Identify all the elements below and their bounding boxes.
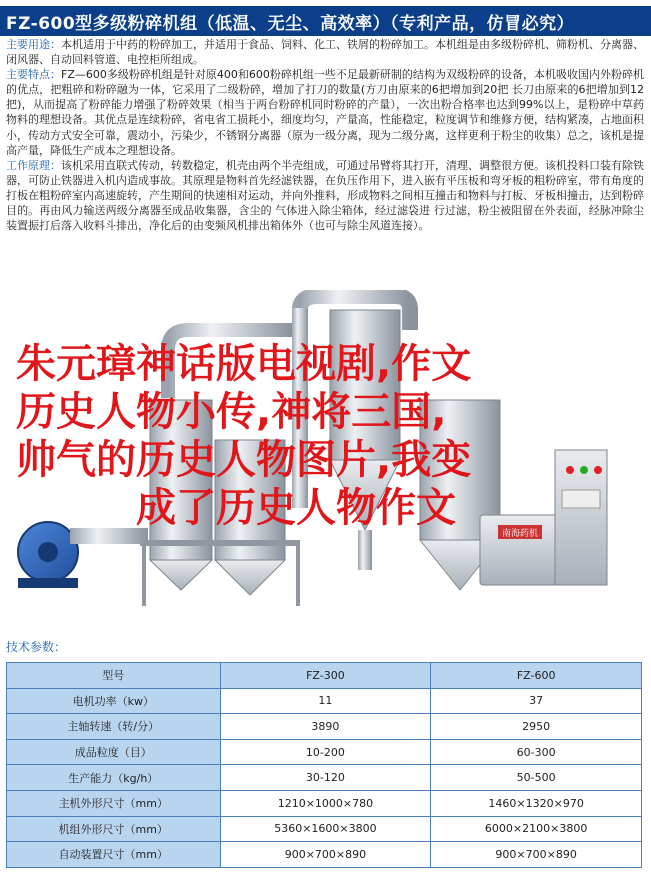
row-label: 主机外形尺寸（mm） <box>7 790 221 816</box>
overlay-title-line-3: 帅气的历史人物图片,我变 <box>16 437 472 483</box>
cell-fz600: 50-500 <box>431 765 642 791</box>
table-row <box>7 816 642 842</box>
spec-header-model: 型号 <box>7 663 221 689</box>
table-row <box>7 842 642 868</box>
overlay-title-line-4: 成了历史人物作文 <box>136 485 456 531</box>
row-label: 机组外形尺寸（mm） <box>7 816 221 842</box>
table-row <box>7 714 642 740</box>
product-title: FZ-600型多级粉碎机组（低温、无尘、高效率）（专利产品，仿冒必究） <box>6 14 575 34</box>
cell-fz600: 6000×2100×3800 <box>431 816 642 842</box>
cell-fz300: 30-120 <box>220 765 431 791</box>
features-paragraph <box>6 67 644 158</box>
header-bar <box>0 6 651 36</box>
cell-fz300: 3890 <box>220 714 431 740</box>
principle-paragraph <box>6 158 644 233</box>
cell-fz300: 10-200 <box>220 739 431 765</box>
table-row <box>7 765 642 791</box>
spec-header-row <box>7 663 642 689</box>
overlay-title-line-1: 朱元璋神话版电视剧,作文 <box>16 341 472 387</box>
usage-paragraph <box>6 37 644 67</box>
principle-label: 工作原理： <box>6 158 61 172</box>
overlay-title-line-2: 历史人物小传,神将三国, <box>16 389 447 435</box>
cell-fz600: 60-300 <box>431 739 642 765</box>
table-row <box>7 688 642 714</box>
row-label: 主轴转速（转/分） <box>7 714 221 740</box>
features-text: FZ—600多级粉碎机组是针对原400和600粉碎机组一些不足最新研制的结构为双级粉碎的设备，本机吸收国内外粉碎机的优点，把粗碎和粉碎融为一体，它采用了二级粉碎，增加了打刀的数量(方刀由原来的6把增加到20把 长刀由原来的6把增加到12把)，从而提高了粉碎能力增强了粉碎效果（相当于两台粉碎机同时粉碎的产量），一次出粉合格率也达到99%以上，是粉碎中草药物料的理想设备。其优点是连续粉碎，省电省工损耗小，细度均匀，产量高，性能稳定，粒度调节和维修方便，结构紧凑，占地面积小，传动方式安全可靠，震动小，污染少，不锈钢分离器（原为一级分离，现为二级分离，这样更利于粉尘的收集）总之，该机是提高产量，降低生产成本之理想设备。 <box>6 68 644 157</box>
spec-table <box>6 662 642 868</box>
row-label: 成品粒度（目） <box>7 739 221 765</box>
cell-fz600: 1460×1320×970 <box>431 790 642 816</box>
cell-fz300: 1210×1000×780 <box>220 790 431 816</box>
row-label: 电机功率（kw） <box>7 688 221 714</box>
spec-header-fz600: FZ-600 <box>431 663 642 689</box>
table-row <box>7 790 642 816</box>
principle-text: 该机采用直联式传动，转数稳定，机壳由两个半壳组成，可通过吊臂将其打开，清理、调整很方便。该机投料口装有除铁器，可防止铁器进入机内造成事故。其原理是物料首先经滤铁器，在负压作用下，进入嵌有平压板和弯牙板的粗粉碎室，带有角度的打板在粗粉碎室内高速旋转，产生期间的快速相对运动，并向外推料，形成物料之间相互撞击和物料与打板、牙板相撞击，达到粉碎目的。再由风力输送两级分离器至成品收集器，含尘的 气体进入除尘箱体，经过滤袋进 行过滤，粉尘被阻留在外表面，经脉冲除尘装置振打后落入收料斗排出，净化后的由变频风机排出箱体外（也可与除尘风道连接）。 <box>6 158 644 233</box>
row-label: 自动装置尺寸（mm） <box>7 842 221 868</box>
cell-fz600: 2950 <box>431 714 642 740</box>
features-label: 主要特点： <box>6 68 62 82</box>
usage-label: 主要用途： <box>6 38 61 51</box>
cell-fz600: 37 <box>431 688 642 714</box>
nameplate-text: 南海药机 <box>501 529 539 539</box>
row-label: 生产能力（kg/h） <box>7 765 221 791</box>
tech-params-label: 技术参数： <box>6 640 67 654</box>
cell-fz300: 5360×1600×3800 <box>220 816 431 842</box>
spec-header-fz300: FZ-300 <box>220 663 431 689</box>
cell-fz300: 11 <box>220 688 431 714</box>
cell-fz300: 900×700×890 <box>220 842 431 868</box>
cell-fz600: 900×700×890 <box>431 842 642 868</box>
usage-text: 本机适用于中药的粉碎加工，并适用于食品、饲料、化工、铁屑的粉碎加工。本机组是由多级粉碎机、筛粉机、分离器、闭风器、自动回料管道、电控柜所组成。 <box>6 38 644 67</box>
table-row <box>7 739 642 765</box>
product-description <box>6 37 644 233</box>
